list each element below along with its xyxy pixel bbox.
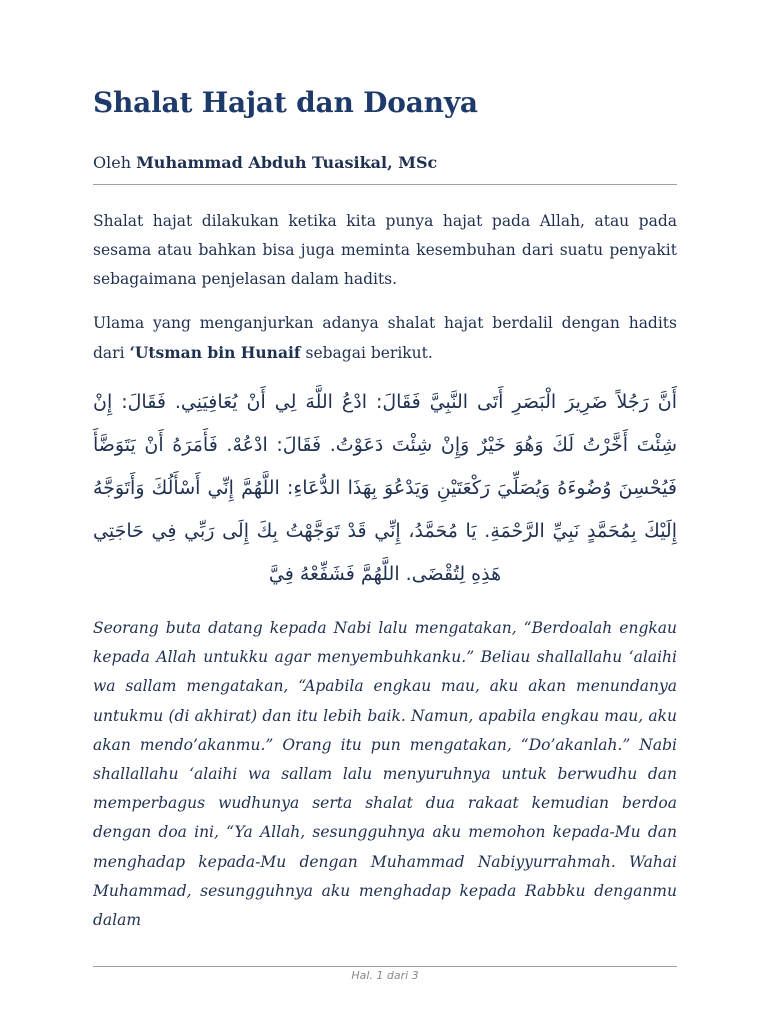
byline bbox=[93, 153, 437, 172]
source-paragraph-end: sebagai berikut. bbox=[300, 344, 433, 362]
author-name: Muhammad Abduh Tuasikal, MSc bbox=[136, 153, 438, 172]
page-title: Shalat Hajat dan Doanya bbox=[93, 86, 478, 119]
footer-divider bbox=[93, 966, 677, 967]
intro-paragraph: Shalat hajat dilakukan ketika kita punya hajat pada Allah, atau pada sesama atau bahkan bisa juga meminta kesembuhan dari suatu penyakit sebagaimana penjelasan dalam hadits. bbox=[93, 212, 677, 288]
source-paragraph bbox=[93, 309, 677, 368]
narrator-name: ‘Utsman bin Hunaif bbox=[129, 343, 301, 362]
byline-prefix: Oleh bbox=[93, 153, 137, 172]
header-divider bbox=[93, 184, 677, 185]
arabic-hadith-text: أَنَّ رَجُلاً ضَرِيرَ الْبَصَرِ أَتَى النَّبِيَّ فَقَالَ: ادْعُ اللَّهَ لِي أَنْ يُعَافِيَنِي. فَقَالَ: إِنْ شِئْتَ أَخَّرْتُ لَكَ وَهُوَ خَيْرٌ وَإِنْ شِئْتَ دَعَوْتُ. فَقَالَ: ادْعُهْ. فَأَمَرَهُ أَنْ يَتَوَضَّأَ فَيُحْسِنَ وُضُوءَهُ وَيُصَلِّيَ رَكْعَتَيْنِ وَيَدْعُوَ بِهَذَا الدُّعَاءِ: اللَّهُمَّ إِنِّي أَسْأَلُكَ وَأَتَوَجَّهُ إِلَيْكَ بِمُحَمَّدٍ نَبِيِّ الرَّحْمَةِ. يَا مُحَمَّدُ، إِنِّي قَدْ تَوَجَّهْتُ بِكَ إِلَى رَبِّي فِي حَاجَتِي هَذِهِ لِتُقْضَى. اللَّهُمَّ فَشَفِّعْهُ فِيَّ bbox=[93, 391, 677, 585]
page-number: Hal. 1 dari 3 bbox=[351, 969, 419, 982]
source-paragraph-text: Ulama yang menganjurkan adanya shalat hajat berdalil dengan hadits dari bbox=[93, 314, 677, 362]
hadith-translation: Seorang buta datang kepada Nabi lalu mengatakan, “Berdoalah engkau kepada Allah untukku agar menyembuhkanku.” Beliau shallallahu ‘alaihi wa sallam mengatakan, “Apabila engkau mau, aku akan menundanya untukmu (di akhirat) dan itu lebih baik. Namun, apabila engkau mau, aku akan mendo’akanmu.” Orang itu pun mengatakan, “Do’akanlah.” Nabi shallallahu ‘alaihi wa sallam lalu menyuruhnya untuk berwudhu dan memperbagus wudhunya serta shalat dua rakaat kemudian berdoa dengan doa ini, “Ya Allah, sesungguhnya aku memohon kepada-Mu dan menghadap kepada-Mu dengan Muhammad Nabiyyurrahmah. Wahai Muhammad, sesungguhnya aku menghadap kepada Rabbku denganmu dalam bbox=[93, 619, 677, 930]
